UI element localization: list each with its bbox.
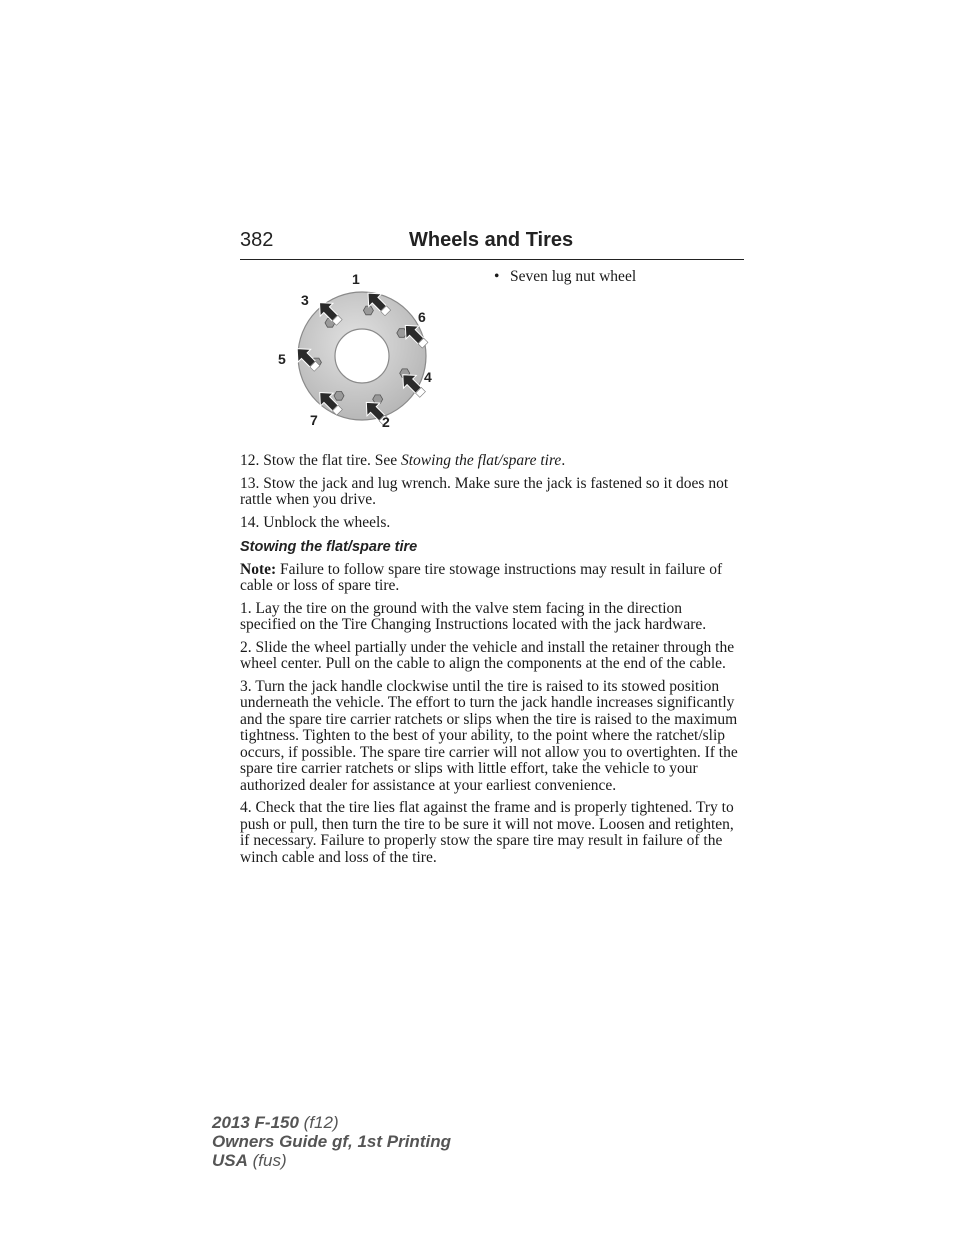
bullet-item xyxy=(494,268,636,286)
step-13: 13. Stow the jack and lug wrench. Make sure the jack is fastened so it does not rattle when you drive. xyxy=(240,474,729,508)
stow-step-4: 4. Check that the tire lies flat against the frame and is properly tightened. Try to push or pull, then turn the tire to be sure it will not move. Loosen and retighten, if necessary. Failure to properly stow the spare tire may result in failure of the winch cable and loss of the tire. xyxy=(240,799,734,866)
page-header xyxy=(240,229,744,260)
wheel-hub-hole xyxy=(335,329,389,383)
step-12-suffix: . xyxy=(561,452,566,469)
footer-model: 2013 F-150 xyxy=(212,1113,299,1132)
page-body xyxy=(240,453,740,872)
lug-nut-2 xyxy=(373,395,383,404)
section-title: Wheels and Tires xyxy=(409,229,574,251)
label-7: 7 xyxy=(310,412,318,428)
label-1: 1 xyxy=(352,271,360,287)
footer-line-1 xyxy=(212,1113,451,1132)
step-12 xyxy=(240,453,740,470)
page-footer xyxy=(212,1113,451,1170)
note-text: Failure to follow spare tire stowage instructions may result in failure of cable or loss of spare tire. xyxy=(240,560,723,594)
step-14: 14. Unblock the wheels. xyxy=(240,513,391,531)
label-3: 3 xyxy=(301,292,309,308)
note-paragraph xyxy=(240,562,740,595)
label-4: 4 xyxy=(424,369,432,385)
page-number: 382 xyxy=(240,229,274,251)
label-5: 5 xyxy=(278,351,286,367)
footer-model-code: (f12) xyxy=(298,1113,339,1132)
stow-step-3: 3. Turn the jack handle clockwise until the tire is raised to its stowed position underneath the vehicle. The effort to turn the jack handle increases significantly and the spare tire carrier ratchets or slips when the tire is raised to the maximum tightness. Tighten to the best of your ability, to the point where the ratchet/slip occurs, if possible. The spare tire carrier will not allow you to overtighten. If the spare tire carrier ratchets or slips with little effort, take the vehicle to your authorized dealer for assistance at your earliest convenience. xyxy=(240,677,738,794)
label-2: 2 xyxy=(382,414,390,430)
bullet-marker: • xyxy=(494,268,500,285)
bullet-text: Seven lug nut wheel xyxy=(510,268,637,285)
lug-nut-7 xyxy=(334,392,344,401)
stow-step-2: 2. Slide the wheel partially under the vehicle and install the retainer through the wheel center. Pull on the cable to align the components at the end of the cable. xyxy=(240,638,735,672)
step-12-reference: Stowing the flat/spare tire xyxy=(401,452,562,469)
note-label: Note: xyxy=(240,560,277,578)
footer-line-3 xyxy=(212,1151,451,1170)
footer-region: USA xyxy=(212,1151,248,1170)
footer-guide: Owners Guide gf, 1st Printing xyxy=(212,1132,451,1151)
stow-step-1: 1. Lay the tire on the ground with the valve stem facing in the direction specified on the Tire Changing Instructions located with the jack hardware. xyxy=(240,599,707,633)
stowing-heading: Stowing the flat/spare tire xyxy=(240,539,418,555)
step-12-text: 12. Stow the flat tire. See xyxy=(240,452,401,469)
wheel-tightening-sequence-illustration xyxy=(270,266,442,434)
footer-region-code: (fus) xyxy=(247,1151,287,1170)
footer-line-2 xyxy=(212,1132,451,1151)
lug-nut-diagram xyxy=(270,266,442,434)
label-6: 6 xyxy=(418,309,426,325)
